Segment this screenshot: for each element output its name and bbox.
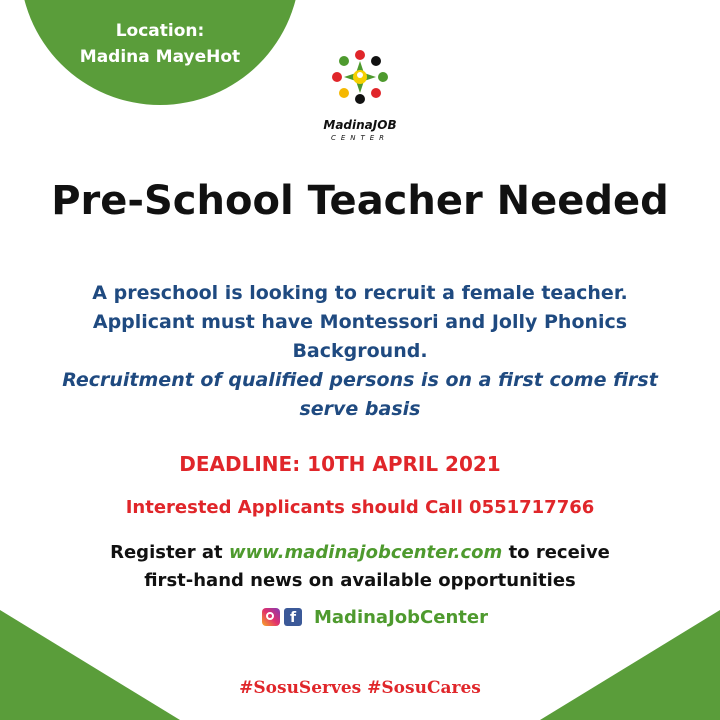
deadline-text: DEADLINE: 10TH APRIL 2021 bbox=[179, 452, 501, 476]
corner-decoration-right bbox=[540, 610, 720, 720]
register-suffix: to receive bbox=[508, 542, 610, 563]
page-title: Pre-School Teacher Needed bbox=[51, 178, 669, 224]
register-line-2: first-hand news on available opportunities bbox=[144, 570, 576, 591]
logo-emblem-icon bbox=[330, 48, 390, 114]
description-italic-line-2: serve basis bbox=[299, 398, 421, 420]
corner-decoration-left bbox=[0, 610, 180, 720]
facebook-icon: f bbox=[284, 608, 302, 626]
description-line-1: A preschool is looking to recruit a female teacher. bbox=[92, 282, 628, 304]
call-instructions: Interested Applicants should Call 0551717766 bbox=[125, 497, 595, 518]
location-value: Madina MayeHot bbox=[79, 47, 241, 67]
description-line-2: Applicant must have Montessori and Jolly Phonics bbox=[92, 311, 628, 333]
logo-name: MadinaJOB bbox=[323, 118, 397, 132]
register-text bbox=[40, 539, 680, 595]
logo-subtitle: CENTER bbox=[330, 134, 390, 142]
website-link[interactable]: www.madinajobcenter.com bbox=[228, 542, 503, 563]
register-prefix: Register at bbox=[110, 542, 223, 563]
social-handle: MadinaJobCenter bbox=[314, 606, 488, 628]
instagram-icon bbox=[262, 608, 280, 626]
description-line-3: Background. bbox=[292, 340, 428, 362]
hashtags: #SosuServes #SosuCares bbox=[239, 678, 481, 698]
description-italic-line-1: Recruitment of qualified persons is on a first come first bbox=[62, 369, 658, 391]
location-label: Location: bbox=[115, 21, 205, 41]
social-handle-row bbox=[262, 606, 488, 628]
madina-job-center-logo bbox=[318, 48, 402, 158]
job-description bbox=[60, 279, 660, 424]
location-text bbox=[20, 18, 300, 70]
